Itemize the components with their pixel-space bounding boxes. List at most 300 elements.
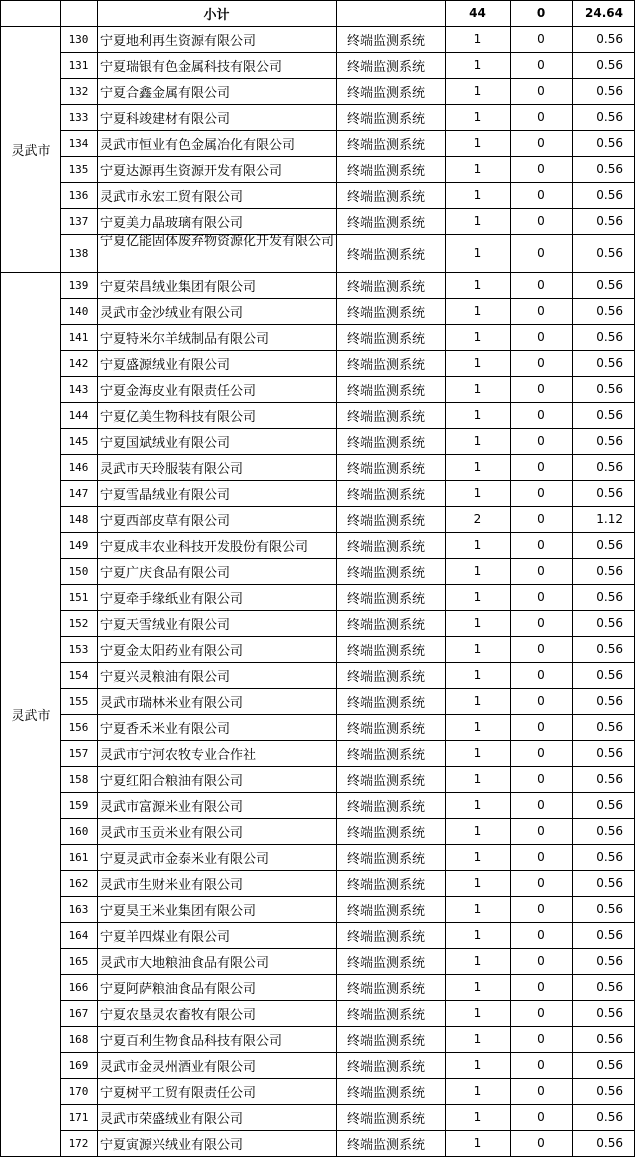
row-number: 172 — [68, 1136, 89, 1150]
company-name: 灵武市瑞林米业有限公司 — [100, 695, 244, 711]
grid-line — [60, 156, 635, 157]
company-name: 宁夏国斌绒业有限公司 — [100, 435, 231, 451]
count-b: 0 — [537, 214, 545, 228]
count-a: 1 — [473, 1006, 482, 1020]
system-type: 终端监测系统 — [347, 799, 426, 815]
company-name: 宁夏阿萨粮油食品有限公司 — [100, 981, 257, 997]
count-b: 0 — [537, 512, 545, 526]
row-number: 148 — [68, 512, 89, 526]
company-name: 宁夏达源再生资源开发有限公司 — [100, 163, 283, 179]
company-name: 灵武市金灵州酒业有限公司 — [100, 1059, 257, 1075]
company-name: 宁夏科竣建材有限公司 — [100, 111, 231, 127]
grid-line — [60, 506, 635, 507]
amount: 0.56 — [596, 32, 623, 46]
grid-line — [336, 0, 337, 1156]
system-type: 终端监测系统 — [347, 137, 426, 153]
amount: 0.56 — [596, 58, 623, 72]
grid-line — [60, 52, 635, 53]
count-b: 0 — [537, 460, 545, 474]
row-number: 153 — [68, 642, 89, 656]
company-name: 宁夏美力晶玻璃有限公司 — [100, 215, 244, 231]
system-type: 终端监测系统 — [347, 721, 426, 737]
system-type: 终端监测系统 — [347, 591, 426, 607]
grid-line — [60, 584, 635, 585]
system-type: 终端监测系统 — [347, 903, 426, 919]
amount: 0.56 — [596, 1058, 623, 1072]
grid-line — [60, 818, 635, 819]
count-b: 0 — [537, 538, 545, 552]
grid-line — [60, 532, 635, 533]
amount: 0.56 — [596, 278, 623, 292]
amount: 0.56 — [596, 668, 623, 682]
subtotal-count-a: 44 — [469, 6, 486, 20]
row-number: 150 — [68, 564, 89, 578]
system-type: 终端监测系统 — [347, 539, 426, 555]
amount: 0.56 — [596, 330, 623, 344]
row-number: 136 — [68, 188, 89, 202]
amount: 0.56 — [596, 928, 623, 942]
count-a: 1 — [473, 876, 482, 890]
system-type: 终端监测系统 — [347, 1111, 426, 1127]
count-a: 1 — [473, 486, 482, 500]
count-a: 1 — [473, 928, 482, 942]
count-b: 0 — [537, 772, 545, 786]
row-number: 157 — [68, 746, 89, 760]
count-b: 0 — [537, 136, 545, 150]
row-number: 130 — [68, 32, 89, 46]
system-type: 终端监测系统 — [347, 695, 426, 711]
grid-line — [60, 662, 635, 663]
amount: 0.56 — [596, 84, 623, 98]
company-name: 宁夏兴灵粮油有限公司 — [100, 669, 231, 685]
grid-line — [60, 376, 635, 377]
system-type: 终端监测系统 — [347, 435, 426, 451]
company-name: 宁夏香禾米业有限公司 — [100, 721, 231, 737]
system-type: 终端监测系统 — [347, 955, 426, 971]
count-b: 0 — [537, 1136, 545, 1150]
system-type: 终端监测系统 — [347, 851, 426, 867]
system-type: 终端监测系统 — [347, 565, 426, 581]
amount: 0.56 — [596, 720, 623, 734]
grid-line — [97, 0, 98, 1156]
grid-line — [60, 182, 635, 183]
subtotal-amount: 24.64 — [585, 6, 623, 20]
system-type: 终端监测系统 — [347, 877, 426, 893]
count-b: 0 — [537, 382, 545, 396]
amount: 0.56 — [596, 824, 623, 838]
company-name: 灵武市恒业有色金属冶化有限公司 — [100, 137, 296, 153]
company-name: 宁夏农垦灵农畜牧有限公司 — [100, 1007, 257, 1023]
system-type: 终端监测系统 — [347, 643, 426, 659]
count-a: 1 — [473, 214, 482, 228]
count-b: 0 — [537, 486, 545, 500]
grid-line — [60, 922, 635, 923]
count-a: 1 — [473, 772, 482, 786]
grid-line — [0, 26, 635, 27]
count-a: 1 — [473, 330, 482, 344]
system-type: 终端监测系统 — [347, 487, 426, 503]
row-number: 154 — [68, 668, 89, 682]
system-type: 终端监测系统 — [347, 981, 426, 997]
company-name: 宁夏亿美生物科技有限公司 — [100, 409, 257, 425]
grid-line — [60, 1130, 635, 1131]
system-type: 终端监测系统 — [347, 929, 426, 945]
amount: 0.56 — [596, 1084, 623, 1098]
company-name: 宁夏天雪绒业有限公司 — [100, 617, 231, 633]
count-a: 1 — [473, 954, 482, 968]
grid-line — [0, 0, 635, 1]
count-b: 0 — [537, 1006, 545, 1020]
row-number: 151 — [68, 590, 89, 604]
count-a: 1 — [473, 668, 482, 682]
amount: 0.56 — [596, 694, 623, 708]
system-type: 终端监测系统 — [347, 617, 426, 633]
count-b: 0 — [537, 110, 545, 124]
row-number: 164 — [68, 928, 89, 942]
count-b: 0 — [537, 642, 545, 656]
count-a: 1 — [473, 460, 482, 474]
count-a: 1 — [473, 694, 482, 708]
row-number: 142 — [68, 356, 89, 370]
row-number: 137 — [68, 214, 89, 228]
row-number: 167 — [68, 1006, 89, 1020]
count-b: 0 — [537, 246, 545, 260]
count-b: 0 — [537, 590, 545, 604]
amount: 0.56 — [596, 798, 623, 812]
row-number: 149 — [68, 538, 89, 552]
count-a: 1 — [473, 642, 482, 656]
row-number: 162 — [68, 876, 89, 890]
company-name: 宁夏金太阳药业有限公司 — [100, 643, 244, 659]
count-a: 1 — [473, 616, 482, 630]
count-a: 1 — [473, 1136, 482, 1150]
amount: 0.56 — [596, 110, 623, 124]
grid-line — [60, 1000, 635, 1001]
count-b: 0 — [537, 84, 545, 98]
grid-line — [60, 636, 635, 637]
count-b: 0 — [537, 1084, 545, 1098]
row-number: 133 — [68, 110, 89, 124]
row-number: 165 — [68, 954, 89, 968]
grid-line — [60, 428, 635, 429]
row-number: 138 — [68, 246, 89, 260]
amount: 0.56 — [596, 954, 623, 968]
count-a: 1 — [473, 278, 482, 292]
system-type: 终端监测系统 — [347, 331, 426, 347]
amount: 0.56 — [596, 876, 623, 890]
system-type: 终端监测系统 — [347, 1033, 426, 1049]
grid-line — [60, 792, 635, 793]
grid-line — [60, 870, 635, 871]
grid-line — [60, 350, 635, 351]
row-number: 158 — [68, 772, 89, 786]
count-b: 0 — [537, 1058, 545, 1072]
count-a: 1 — [473, 746, 482, 760]
grid-line — [445, 0, 446, 1156]
grid-line — [60, 896, 635, 897]
amount: 0.56 — [596, 746, 623, 760]
amount: 0.56 — [596, 246, 623, 260]
company-name: 灵武市富源米业有限公司 — [100, 799, 244, 815]
company-name: 宁夏荣昌绒业集团有限公司 — [100, 279, 257, 295]
count-a: 2 — [473, 512, 482, 526]
count-b: 0 — [537, 928, 545, 942]
grid-line — [510, 0, 511, 1156]
system-type: 终端监测系统 — [347, 247, 426, 263]
grid-line — [60, 324, 635, 325]
grid-line — [60, 402, 635, 403]
system-type: 终端监测系统 — [347, 747, 426, 763]
system-type: 终端监测系统 — [347, 773, 426, 789]
amount: 0.56 — [596, 1006, 623, 1020]
row-number: 132 — [68, 84, 89, 98]
amount: 0.56 — [596, 980, 623, 994]
count-b: 0 — [537, 58, 545, 72]
amount: 0.56 — [596, 214, 623, 228]
grid-line — [60, 1078, 635, 1079]
system-type: 终端监测系统 — [347, 215, 426, 231]
grid-line — [60, 714, 635, 715]
count-a: 1 — [473, 564, 482, 578]
company-name: 宁夏亿能固体废弃物资源化开发有限公司 — [100, 234, 335, 249]
company-name: 宁夏特米尔羊绒制品有限公司 — [100, 331, 270, 347]
company-name: 灵武市生财米业有限公司 — [100, 877, 244, 893]
grid-line — [60, 104, 635, 105]
count-b: 0 — [537, 876, 545, 890]
grid-line — [0, 0, 1, 1156]
company-name: 灵武市永宏工贸有限公司 — [100, 189, 244, 205]
amount: 0.56 — [596, 304, 623, 318]
company-name: 灵武市玉贡米业有限公司 — [100, 825, 244, 841]
count-b: 0 — [537, 408, 545, 422]
system-type: 终端监测系统 — [347, 1059, 426, 1075]
amount: 0.56 — [596, 486, 623, 500]
grid-line — [60, 558, 635, 559]
row-number: 170 — [68, 1084, 89, 1098]
company-name: 宁夏瑞银有色金属科技有限公司 — [100, 59, 283, 75]
row-number: 140 — [68, 304, 89, 318]
grid-line — [60, 0, 61, 1156]
row-number: 147 — [68, 486, 89, 500]
count-a: 1 — [473, 382, 482, 396]
company-name: 灵武市宁河农牧专业合作社 — [100, 747, 257, 763]
amount: 1.12 — [596, 512, 623, 526]
system-type: 终端监测系统 — [347, 33, 426, 49]
amount: 0.56 — [596, 434, 623, 448]
amount: 0.56 — [596, 136, 623, 150]
count-b: 0 — [537, 616, 545, 630]
row-number: 144 — [68, 408, 89, 422]
amount: 0.56 — [596, 1110, 623, 1124]
amount: 0.56 — [596, 590, 623, 604]
grid-line — [60, 1026, 635, 1027]
count-a: 1 — [473, 162, 482, 176]
count-a: 1 — [473, 1032, 482, 1046]
amount: 0.56 — [596, 902, 623, 916]
row-number: 134 — [68, 136, 89, 150]
grid-line — [572, 0, 573, 1156]
company-name: 宁夏盛源绒业有限公司 — [100, 357, 231, 373]
company-name: 宁夏灵武市金泰米业有限公司 — [100, 851, 270, 867]
count-b: 0 — [537, 188, 545, 202]
row-number: 169 — [68, 1058, 89, 1072]
count-a: 1 — [473, 32, 482, 46]
count-a: 1 — [473, 902, 482, 916]
row-number: 131 — [68, 58, 89, 72]
count-a: 1 — [473, 824, 482, 838]
row-number: 160 — [68, 824, 89, 838]
system-type: 终端监测系统 — [347, 85, 426, 101]
row-number: 143 — [68, 382, 89, 396]
subtotal-count-b: 0 — [536, 6, 546, 20]
count-a: 1 — [473, 1110, 482, 1124]
company-name: 宁夏牵手缘纸业有限公司 — [100, 591, 244, 607]
row-number: 168 — [68, 1032, 89, 1046]
count-a: 1 — [473, 538, 482, 552]
grid-line — [0, 272, 635, 273]
system-type: 终端监测系统 — [347, 189, 426, 205]
row-number: 171 — [68, 1110, 89, 1124]
count-b: 0 — [537, 304, 545, 318]
count-b: 0 — [537, 798, 545, 812]
amount: 0.56 — [596, 188, 623, 202]
count-b: 0 — [537, 824, 545, 838]
system-type: 终端监测系统 — [347, 1085, 426, 1101]
row-number: 139 — [68, 278, 89, 292]
grid-line — [60, 298, 635, 299]
amount: 0.56 — [596, 460, 623, 474]
count-a: 1 — [473, 980, 482, 994]
subtotal-label: 小计 — [203, 7, 230, 23]
count-b: 0 — [537, 902, 545, 916]
company-name: 灵武市大地粮油食品有限公司 — [100, 955, 270, 971]
grid-line — [60, 1052, 635, 1053]
company-name: 宁夏合鑫金属有限公司 — [100, 85, 231, 101]
count-b: 0 — [537, 162, 545, 176]
count-a: 1 — [473, 84, 482, 98]
system-type: 终端监测系统 — [347, 383, 426, 399]
company-name: 宁夏金海皮业有限责任公司 — [100, 383, 257, 399]
company-name: 宁夏西部皮草有限公司 — [100, 513, 231, 529]
company-name: 宁夏羊四煤业有限公司 — [100, 929, 231, 945]
grid-line — [60, 480, 635, 481]
amount: 0.56 — [596, 850, 623, 864]
company-name: 宁夏树平工贸有限责任公司 — [100, 1085, 257, 1101]
amount: 0.56 — [596, 162, 623, 176]
row-number: 146 — [68, 460, 89, 474]
count-b: 0 — [537, 32, 545, 46]
amount: 0.56 — [596, 564, 623, 578]
grid-line — [60, 208, 635, 209]
amount: 0.56 — [596, 1032, 623, 1046]
company-name: 宁夏地利再生资源有限公司 — [100, 33, 257, 49]
grid-line — [60, 740, 635, 741]
company-name: 宁夏寅源兴绒业有限公司 — [100, 1137, 244, 1153]
company-name: 宁夏昊王米业集团有限公司 — [100, 903, 257, 919]
company-name: 宁夏广庆食品有限公司 — [100, 565, 231, 581]
count-b: 0 — [537, 330, 545, 344]
system-type: 终端监测系统 — [347, 111, 426, 127]
count-a: 1 — [473, 720, 482, 734]
amount: 0.56 — [596, 616, 623, 630]
count-b: 0 — [537, 720, 545, 734]
count-b: 0 — [537, 564, 545, 578]
amount: 0.56 — [596, 642, 623, 656]
row-number: 135 — [68, 162, 89, 176]
count-a: 1 — [473, 304, 482, 318]
grid-line — [60, 844, 635, 845]
amount: 0.56 — [596, 382, 623, 396]
grid-line — [60, 688, 635, 689]
system-type: 终端监测系统 — [347, 513, 426, 529]
system-type: 终端监测系统 — [347, 305, 426, 321]
count-a: 1 — [473, 798, 482, 812]
company-name: 宁夏成丰农业科技开发股份有限公司 — [100, 539, 309, 555]
amount: 0.56 — [596, 772, 623, 786]
count-b: 0 — [537, 278, 545, 292]
company-name: 灵武市天玲服装有限公司 — [100, 461, 244, 477]
count-b: 0 — [537, 1110, 545, 1124]
system-type: 终端监测系统 — [347, 357, 426, 373]
system-type: 终端监测系统 — [347, 163, 426, 179]
grid-line — [60, 948, 635, 949]
amount: 0.56 — [596, 408, 623, 422]
amount: 0.56 — [596, 538, 623, 552]
row-number: 145 — [68, 434, 89, 448]
count-a: 1 — [473, 188, 482, 202]
count-b: 0 — [537, 356, 545, 370]
count-a: 1 — [473, 110, 482, 124]
grid-line — [60, 454, 635, 455]
row-number: 161 — [68, 850, 89, 864]
count-a: 1 — [473, 408, 482, 422]
system-type: 终端监测系统 — [347, 825, 426, 841]
count-b: 0 — [537, 954, 545, 968]
row-number: 163 — [68, 902, 89, 916]
system-type: 终端监测系统 — [347, 279, 426, 295]
count-a: 1 — [473, 1058, 482, 1072]
row-number: 159 — [68, 798, 89, 812]
system-type: 终端监测系统 — [347, 669, 426, 685]
company-name: 宁夏红阳合粮油有限公司 — [100, 773, 244, 789]
count-b: 0 — [537, 980, 545, 994]
count-b: 0 — [537, 850, 545, 864]
count-a: 1 — [473, 590, 482, 604]
count-b: 0 — [537, 1032, 545, 1046]
count-a: 1 — [473, 1084, 482, 1098]
row-number: 166 — [68, 980, 89, 994]
count-a: 1 — [473, 356, 482, 370]
system-type: 终端监测系统 — [347, 461, 426, 477]
grid-line — [60, 78, 635, 79]
company-name: 灵武市荣盛绒业有限公司 — [100, 1111, 244, 1127]
company-name: 灵武市金沙绒业有限公司 — [100, 305, 244, 321]
count-a: 1 — [473, 246, 482, 260]
row-number: 141 — [68, 330, 89, 344]
count-a: 1 — [473, 850, 482, 864]
grid-line — [60, 974, 635, 975]
region-name: 灵武市 — [11, 143, 51, 159]
grid-line — [60, 234, 635, 235]
row-number: 152 — [68, 616, 89, 630]
count-b: 0 — [537, 694, 545, 708]
count-b: 0 — [537, 434, 545, 448]
count-a: 1 — [473, 434, 482, 448]
count-a: 1 — [473, 136, 482, 150]
region-name: 灵武市 — [11, 708, 51, 724]
system-type: 终端监测系统 — [347, 1137, 426, 1153]
row-number: 155 — [68, 694, 89, 708]
